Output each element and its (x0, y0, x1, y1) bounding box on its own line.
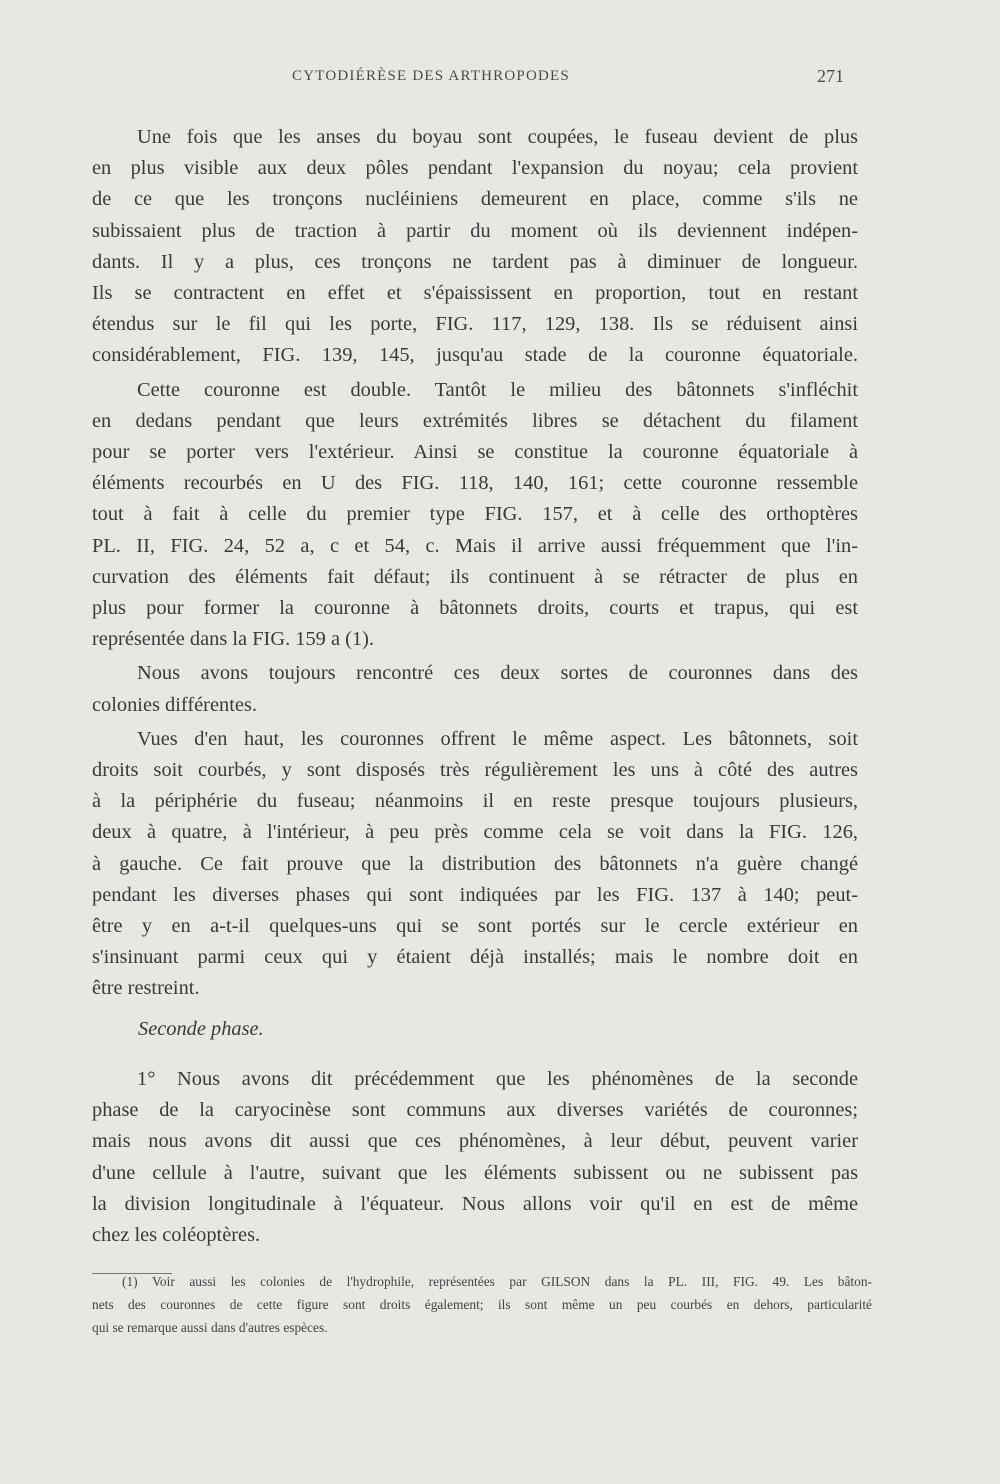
text-line: dants. Il y a plus, ces tronçons ne tardent pas à diminuer de longueur. (92, 250, 858, 273)
text-line: pendant les diverses phases qui sont indiquées par les FIG. 137 à 140; peut- (92, 883, 858, 906)
text-line: s'insinuant parmi ceux qui y étaient déjà installés; mais le nombre doit en (92, 946, 858, 969)
text-line: plus pour former la couronne à bâtonnets droits, courts et trapus, qui est (92, 597, 858, 620)
text-line: de ce que les tronçons nucléiniens demeurent en place, comme s'ils ne (92, 188, 858, 211)
paragraph-1 (92, 122, 858, 372)
text-line: tout à fait à celle du premier type FIG. 157, et à celle des orthoptères (92, 503, 858, 526)
section-text (92, 1064, 858, 1251)
paragraph-2 (92, 375, 858, 656)
text-line: Ils se contractent en effet et s'épaississent en proportion, tout en restant (92, 282, 858, 305)
text-line: étendus sur le fil qui les porte, FIG. 117, 129, 138. Ils se réduisent ainsi (92, 313, 858, 336)
main-text (92, 122, 858, 1005)
text-line: Vues d'en haut, les couronnes offrent le même aspect. Les bâtonnets, soit (137, 727, 858, 750)
text-line: à gauche. Ce fait prouve que la distribution des bâtonnets n'a guère changé (92, 852, 858, 875)
text-line: subissaient plus de traction à partir du moment où ils deviennent indépen- (92, 219, 858, 242)
text-line: curvation des éléments fait défaut; ils continuent à se rétracter de plus en (92, 565, 858, 588)
text-line: PL. II, FIG. 24, 52 a, c et 54, c. Mais il arrive aussi fréquemment que l'in- (92, 534, 858, 557)
text-line: éléments recourbés en U des FIG. 118, 140, 161; cette couronne ressemble (92, 472, 858, 495)
footnote (92, 1270, 872, 1339)
text-line: colonies différentes. (92, 693, 257, 716)
text-line: être y en a-t-il quelques-uns qui se sont portés sur le cercle extérieur en (92, 915, 858, 938)
text-line: phase de la caryocinèse sont communs aux diverses variétés de couronnes; (92, 1099, 858, 1122)
text-line: considérablement, FIG. 139, 145, jusqu'au stade de la couronne équatoriale. (92, 344, 858, 367)
footnote-line: (1) Voir aussi les colonies de l'hydrophile, représentées par GILSON dans la PL. III, FIG. 49. Les bâton- (122, 1274, 872, 1289)
running-title: CYTODIÉRÈSE DES ARTHROPODES (292, 68, 570, 84)
text-line: d'une cellule à l'autre, suivant que les éléments subissent ou ne subissent pas (92, 1161, 858, 1184)
text-line: deux à quatre, à l'intérieur, à peu près comme cela se voit dans la FIG. 126, (92, 821, 858, 844)
text-line: droits soit courbés, y sont disposés très régulièrement les uns à côté des autres (92, 759, 858, 782)
text-line: pour se porter vers l'extérieur. Ainsi se constitue la couronne équatoriale à (92, 441, 858, 464)
text-line: Une fois que les anses du boyau sont coupées, le fuseau devient de plus (137, 126, 858, 148)
page-number: 271 (817, 66, 844, 86)
text-line: la division longitudinale à l'équateur. Nous allons voir qu'il en est de même (92, 1192, 858, 1215)
text-line: Nous avons toujours rencontré ces deux sortes de couronnes dans des (137, 662, 858, 685)
text-line: à la périphérie du fuseau; néanmoins il en reste presque toujours plusieurs, (92, 790, 858, 813)
text-line: 1° Nous avons dit précédemment que les phénomènes de la seconde (137, 1068, 858, 1090)
paragraph-3 (92, 658, 858, 720)
text-line: être restreint. (92, 977, 200, 1000)
text-line: chez les coléoptères. (92, 1224, 261, 1247)
text-line: en dedans pendant que leurs extrémités libres se détachent du filament (92, 409, 858, 432)
text-line: Cette couronne est double. Tantôt le milieu des bâtonnets s'infléchit (137, 378, 858, 401)
text-line: mais nous avons dit aussi que ces phénomènes, à leur début, peuvent varier (92, 1130, 858, 1153)
footnote-line: nets des couronnes de cette figure sont droits également; ils sont même un peu courbés en dehors, particularité (92, 1297, 872, 1312)
text-line: représentée dans la FIG. 159 a (1). (92, 628, 374, 651)
paragraph-5 (92, 1064, 858, 1251)
text-line: en plus visible aux deux pôles pendant l'expansion du noyau; cela provient (92, 157, 858, 180)
section-heading: Seconde phase. (138, 1018, 264, 1040)
footnote-line: qui se remarque aussi dans d'autres espèces. (92, 1320, 328, 1335)
paragraph-4 (92, 724, 858, 1005)
